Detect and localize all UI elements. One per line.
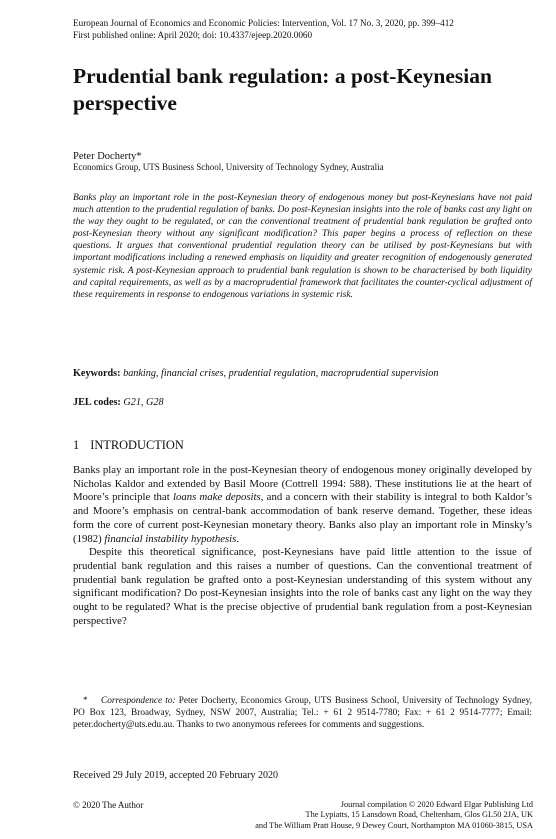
paragraph-1-part-3: . [236, 532, 240, 545]
keywords-value: banking, financial crises, prudential regulation, macroprudential supervision [123, 368, 439, 379]
abstract: Banks play an important role in the post-Keynesian theory of endogenous money but post-Keynesians have not paid much attention to the prudential regulation of banks. Do post-Keynesian insights into the role of banks cast any light on the way they ought to be regulated, or can the conventional treatment of prudential bank regulation be grafted onto post-Keynesian theory without any significant modification? This paper begins a process of reflection on these questions. It argues that conventional prudential regulation theory can be utilised by post-Keynesians but with important modifications including a renewed emphasis on liquidity and greater recognition of endogenously generated systemic risk. A post-Keynesian approach to prudential bank regulation is shown to be characterised by both liquidity and capital requirements, as well as by a macroprudential framework that facilitates the counter-cyclical adjustment of these requirements in response to endogenous variations in systemic risk. [73, 192, 532, 300]
author-name: Peter Docherty* [73, 151, 142, 162]
publisher-line-3: and The William Pratt House, 9 Dewey Court, Northampton MA 01060-3815, USA [255, 820, 533, 830]
keywords-label: Keywords: [73, 368, 121, 379]
received-date: Received 29 July 2019, accepted 20 February 2020 [73, 770, 278, 781]
correspondence-footnote [73, 695, 532, 731]
footnote-text: Peter Docherty, Economics Group, UTS Business School, University of Technology Sydney, PO Box 123, Broadway, Sydney, NSW 2007, Australia; Tel.: + 61 2 9514-7780; Fax: + 61 2 9514-7777; Email: peter.docherty@uts.edu.au. Thanks to two anonymous referees for comments and suggestions. [73, 696, 532, 730]
footnote-mark: * [83, 696, 88, 706]
paragraph-2: Despite this theoretical significance, post-Keynesians have paid little attention to the issue of prudential bank regulation and this raises a number of questions. Can the conventional treatment of prudential bank regulation be grafted onto a post-Keynesian understanding of this system without any significant modification? Do post-Keynesian insights into the role of banks cast any light on the way they ought to be regulated? What is the precise objective of prudential bank regulation from a post-Keynesian perspective? [73, 546, 532, 627]
body-text [73, 464, 532, 628]
paragraph-1 [73, 464, 532, 546]
jel-value: G21, G28 [123, 397, 164, 408]
section-heading [73, 438, 184, 452]
author-affiliation: Economics Group, UTS Business School, University of Technology Sydney, Australia [73, 162, 384, 172]
title-line-2: perspective [73, 91, 177, 115]
section-number: 1 [73, 438, 80, 452]
journal-citation: European Journal of Economics and Economic Policies: Intervention, Vol. 17 No. 3, 2020, pp. 399–412 [73, 18, 454, 28]
publisher-line-2: The Lypiatts, 15 Lansdown Road, Cheltenham, Glos GL50 2JA, UK [305, 810, 533, 820]
journal-header [73, 17, 532, 41]
article-title [73, 63, 543, 117]
paragraph-1-part-1: Banks play an important role in the post-Keynesian theory of endogenous money originally developed by Nicholas Kaldor and extended by Basil Moore (Cottrell 1994: 588). These institutions lie at the heart of Moore’s principle that [73, 464, 532, 504]
jel-label: JEL codes: [73, 397, 121, 408]
title-line-1: Prudential bank regulation: a post-Keynesian [73, 64, 492, 88]
footer-copyright: © 2020 The Author [73, 800, 144, 810]
publisher-line-1: Journal compilation © 2020 Edward Elgar Publishing Ltd [340, 800, 533, 809]
jel-codes-line [73, 397, 164, 409]
paragraph-1-italic-1: loans make deposits [172, 491, 261, 504]
keywords-line [73, 368, 543, 380]
footnote-label: Correspondence to: [101, 696, 176, 706]
footer-publisher [113, 800, 533, 831]
section-title: INTRODUCTION [90, 438, 184, 452]
publication-info: First published online: April 2020; doi: 10.4337/ejeep.2020.0060 [73, 30, 313, 40]
paragraph-1-italic-2: financial instability hypothesis [104, 532, 237, 545]
paragraph-1-part-2: , and a concern with their stability is integral to both Kaldor’s and Moore’s emphasis on central-bank accommodation of bank reserve demand. Together, these ideas form the core of current post-Keynesian monetary theory. Banks also play an important role in Minsky’s (1982) [73, 491, 532, 545]
